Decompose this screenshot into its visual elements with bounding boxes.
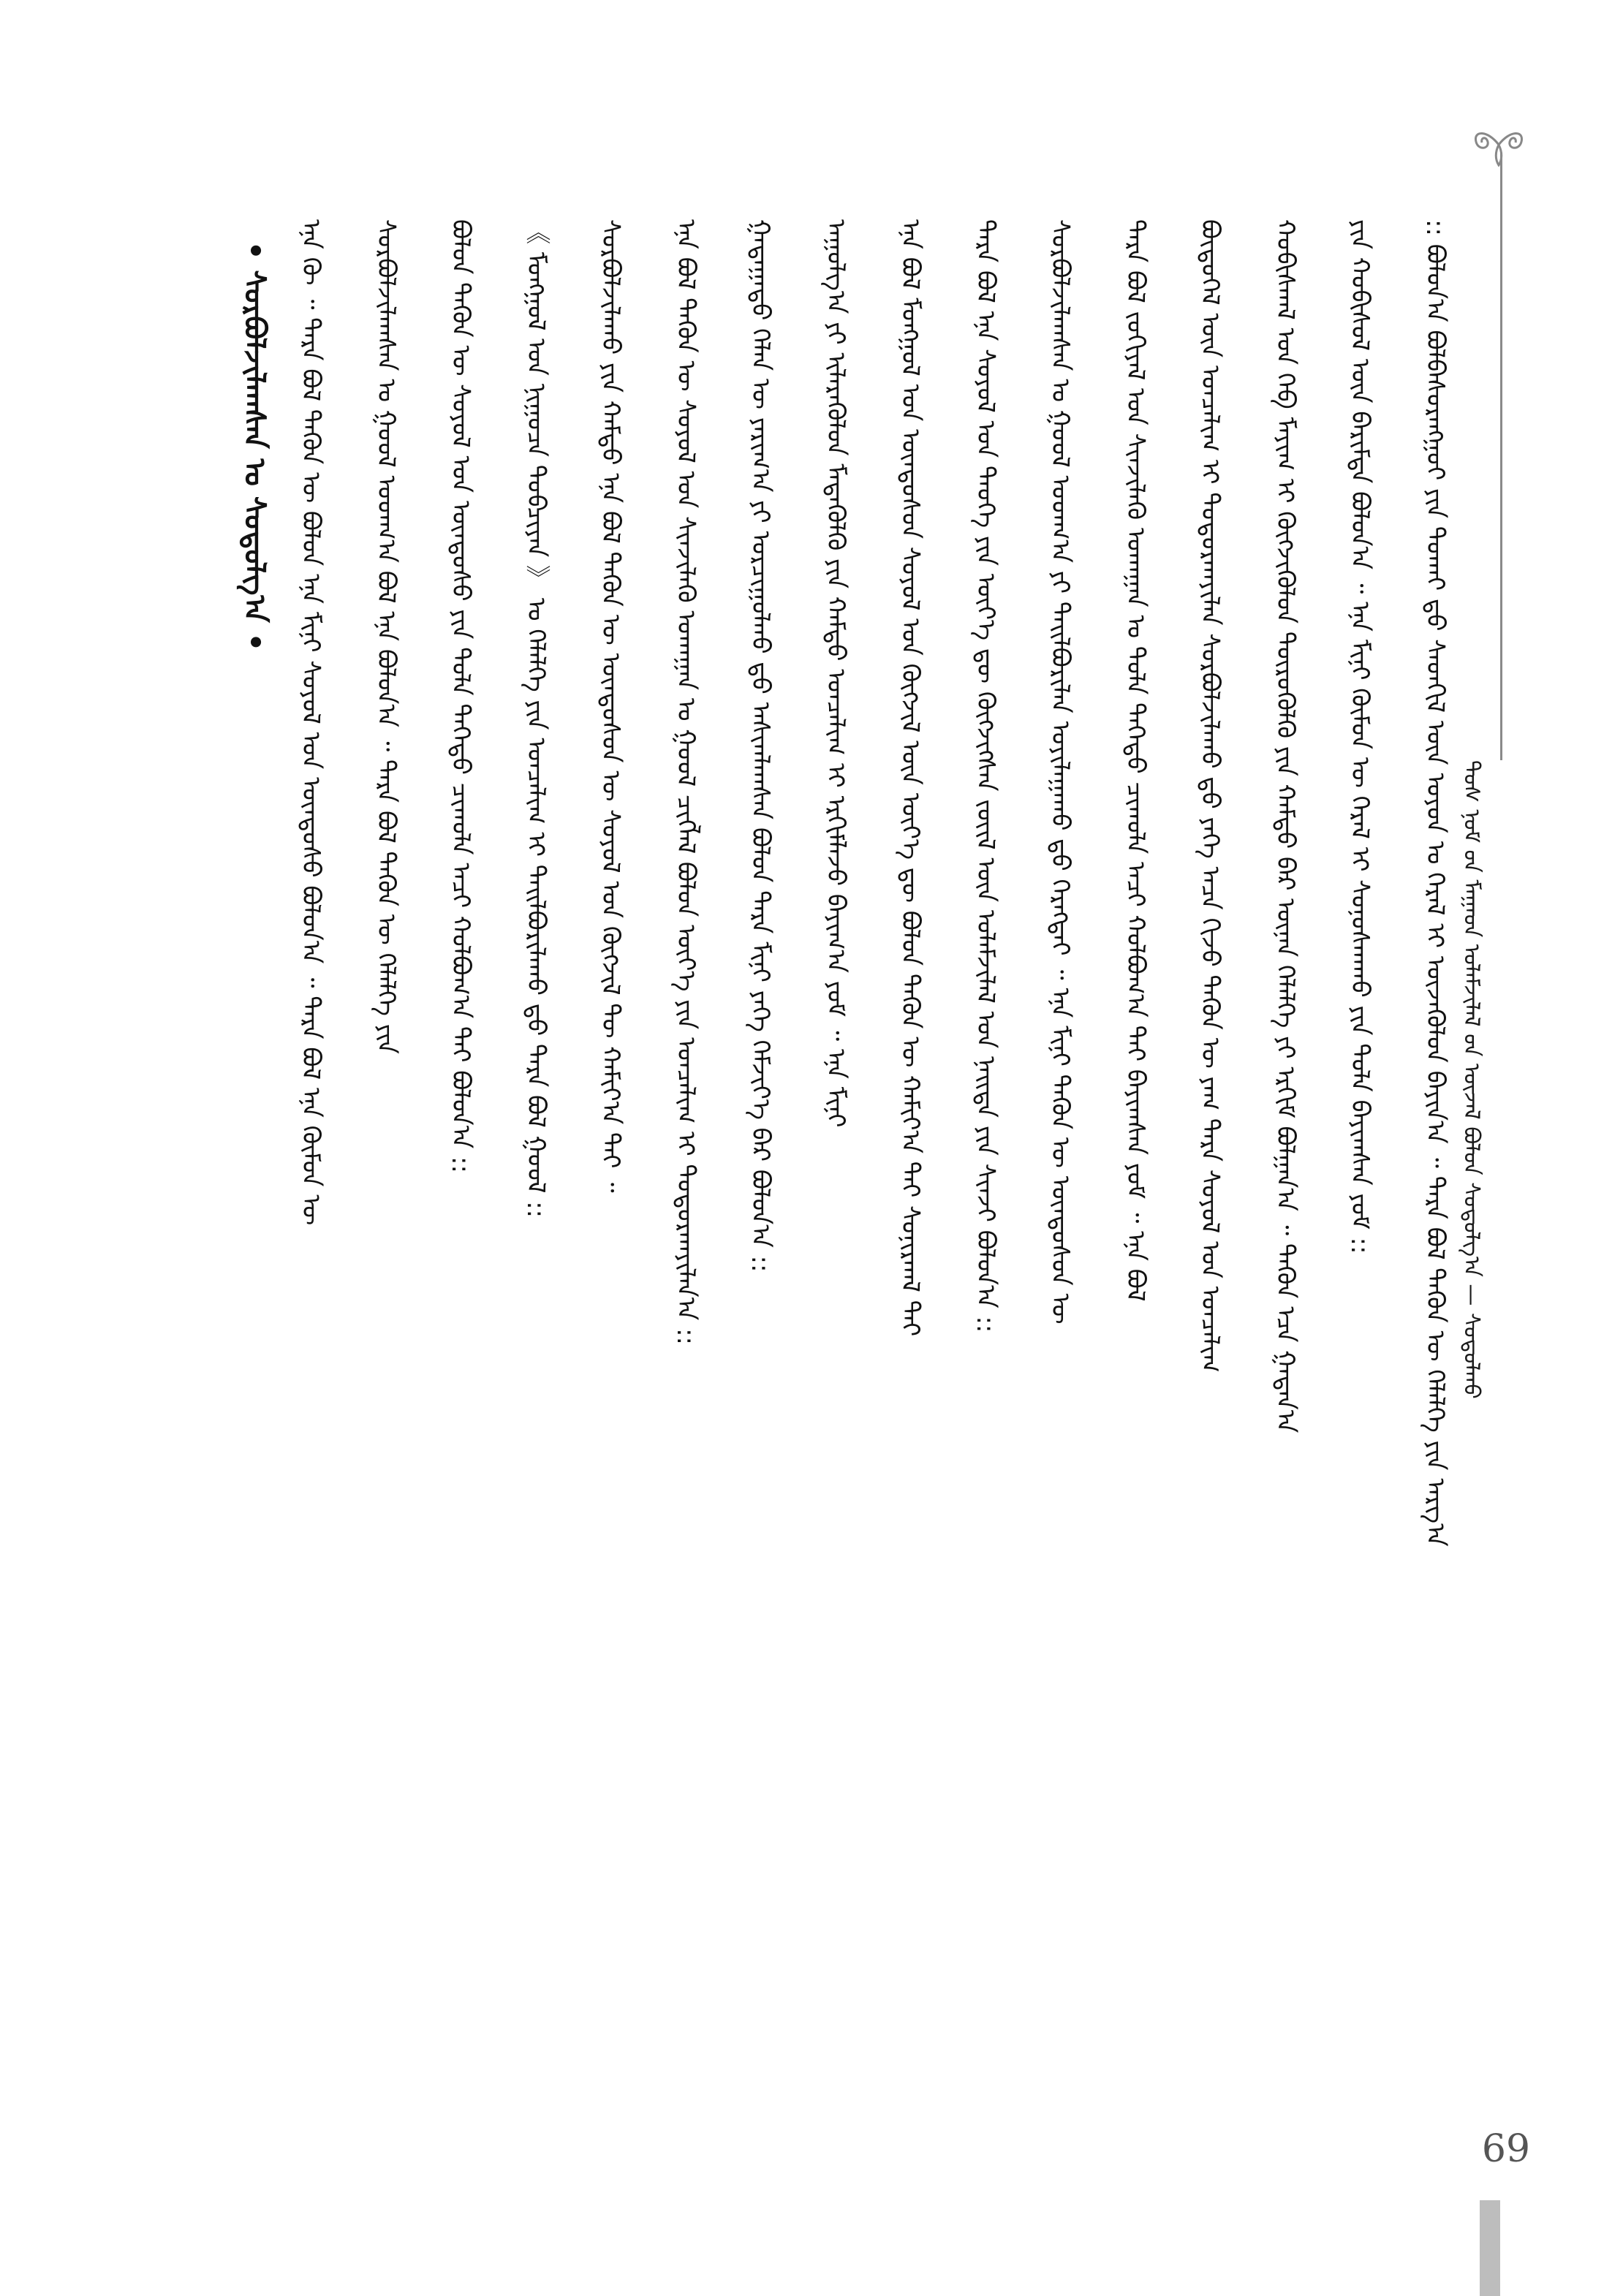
text-column: :: ᠪᠣᠯᠤᠨ᠎ᠠ ᠪᠣᠯᠪᠠᠰᠤᠷᠠᠩᠭᠤᠢ ᠶᠢᠨ ᠲᠤᠬᠠᠢ ᠳ᠋ᠤ ᠰᠡᠳᠬᠢᠯ ᠦᠨ ᠣᠶᠤᠨ ᠤ ᠭᠡᠷᠡᠯ ᠢ ᠦᠵᠡᠭᠦᠯᠦᠨ ᠪᠠᠶᠢᠨ᠎ᠠ ᠃ ᠲᠡᠷᠡ ᠪᠣᠯ ᠲᠡᠭᠦᠨ ᠦ ᠬᠡᠯᠡᠯᠭᠡ ᠶᠢᠨ ᠠᠷᠭ᠎ᠠ	[1420, 219, 1450, 1547]
running-header: ᠲᠤᠰ ᠨᠤᠮ ᠤ᠋ᠨ ᠮᠠᠭᠠᠳ ᠤᠯᠠᠮᠵᠢᠯᠠᠯ ᠤ᠋ᠨ ᠦᠵᠡᠯ ᠪᠤᠯᠤᠨ ᠰᠤᠳᠤᠯᠭ᠎ᠠ — ᠰᠤᠳᠤᠯᠬᠤ	[1459, 760, 1484, 1399]
text-column: ᠰᠤᠷᠪᠤᠯᠵᠢᠯᠠᠬᠤ ᠶᠢᠨ ᠬᠠᠮᠲᠤ ᠡᠨᠡ ᠪᠣᠯ ᠲᠡᠭᠦᠨ ᠦ ᠦᠨᠳᠦᠰᠦᠨ ᠦ ᠰᠣᠶᠣᠯ ᠤᠨ ᠬᠥᠭᠵᠢᠯ ᠲᠦ ᠬᠠᠮᠢᠶ᠎ᠠ ᠲᠠᠢ ᠃	[596, 219, 625, 1193]
text-column: ᠪᠣᠯᠤᠨ ᠲᠡᠭᠦᠨ ᠦ ᠰᠣᠶᠣᠯ ᠤᠨ ᠦᠨᠳᠦᠰᠦ ᠶᠢᠨ ᠲᠤᠯᠠ ᠳᠡᠭᠡᠳᠦ ᠴᠢᠬᠤᠯᠠ ᠠᠴᠢ ᠬᠣᠯᠪᠣᠭ᠎ᠠ ᠲᠠᠢ ᠪᠣᠯᠤᠨ᠎ᠠ ::	[446, 219, 475, 1173]
text-column: ᠡᠨᠡ ᠬᠦ ᠃ ᠲᠡᠷᠡ ᠪᠣᠯ ᠲᠡᠭᠦᠨ ᠦ ᠪᠣᠯᠤᠨ ᠡᠨᠡ ᠮᠢᠨᠢ ᠰᠣᠶᠣᠯ ᠤᠨ ᠦᠨᠳᠦᠰᠦ ᠪᠣᠯᠤᠨ᠎ᠠ ᠃ ᠲᠡᠷᠡ ᠪᠣᠯ ᠡᠨᠡ ᠬᠦᠮᠦᠨ ᠦ	[296, 219, 325, 1226]
text-column: ᠲᠡᠷᠡ ᠪᠣᠯ ᠵᠣᠬᠢᠶᠠᠯ ᠤᠨ ᠰᠢᠨᠵᠢᠯᠡᠬᠦ ᠤᠬᠠᠭᠠᠨ ᠤ ᠲᠤᠯᠠ ᠳᠡᠭᠡᠳᠦ ᠴᠢᠬᠤᠯᠠ ᠠᠴᠢ ᠬᠣᠯᠪᠣᠭ᠎ᠠ ᠲᠠᠢ ᠪᠠᠶᠢᠭᠰᠠᠨ ᠶᠤᠮ ᠃ ᠡᠨᠡ ᠪᠣᠯ	[1121, 219, 1150, 1302]
text-column: ᠭᠠᠳᠠᠭᠠᠳᠤ ᠬᠡᠯᠡᠨ ᠦ ᠶᠠᠷᠢᠭ᠎ᠠ ᠶᠢ ᠣᠷᠴᠢᠭᠤᠯᠬᠤ ᠳ᠋ᠤ ᠠᠰᠢᠭᠯᠠᠭᠰᠠᠨ ᠪᠣᠯᠤᠨ ᠲᠡᠷᠡ ᠮᠢᠨᠢ ᠶᠡᠬᠡ ᠬᠡᠮᠵᠢᠶ᠎ᠡ ᠪᠠᠷ ᠪᠣᠯᠤᠨ᠎ᠠ ::	[746, 219, 775, 1273]
body-text	[241, 219, 1450, 2120]
text-column: ᠲᠡᠷᠡ ᠪᠣᠯ ᠡᠨᠡ ᠰᠣᠶᠣᠯ ᠤᠨ ᠲᠡᠦᠬᠡ ᠶᠢᠨ ᠦᠶ᠎ᠡ ᠳᠦ ᠬᠥᠭᠵᠢᠭᠰᠡᠨ ᠵᠦᠢᠯ ᠦᠨ ᠤᠯᠠᠮᠵᠢᠯᠠᠯ ᠤᠨ ᠨᠡᠢᠲᠡ ᠶᠢᠨ ᠰᠢᠨᠵᠢ ᠪᠣᠯᠤᠨ᠎ᠠ ::	[971, 219, 1000, 1333]
page-edge-tab	[1480, 2200, 1500, 2296]
text-column: ᠡᠨᠡ ᠪᠣᠯ ᠮᠣᠩᠭᠣᠯ ᠤᠨ ᠦᠨᠳᠦᠰᠦᠨ ᠰᠣᠶᠣᠯ ᠤᠨ ᠬᠥᠭᠵᠢᠯ ᠦᠨ ᠦᠶ᠎ᠡ ᠳᠦ ᠪᠣᠯᠤᠨ ᠲᠡᠭᠦᠨ ᠦ ᠬᠠᠮᠢᠶ᠎ᠠ ᠲᠠᠢ ᠰᠣᠨᠢᠷᠬᠠᠯ ᠲᠠᠢ	[896, 219, 925, 1337]
section-heading: • ᠰᠤᠷᠪᠤᠯᠵᠢᠯᠠᠭᠰᠠᠨ ᠤ ᠰᠤᠳᠤᠯᠭ᠎ᠠ •	[238, 241, 271, 652]
text-column: ᠰᠤᠷᠪᠤᠯᠵᠢᠯᠠᠭᠰᠠᠨ ᠤ ᠭᠣᠣᠯ ᠤᠳᠬ᠎ᠠ ᠶᠢ ᠲᠠᠢᠯᠪᠤᠷᠢᠯᠠᠨ ᠣᠶᠢᠯᠠᠭᠠᠬᠤ ᠳ᠋ᠤ ᠬᠡᠷᠡᠭᠲᠡᠶ ᠃ ᠡᠨᠡ ᠮᠢᠨᠢ ᠲᠡᠭᠦᠨ ᠦ ᠦᠨᠳᠦᠰᠦᠨ ᠦ	[1045, 219, 1075, 1325]
page-number: 69	[1481, 2127, 1531, 2171]
text-column: ᠶᠢᠨ ᠬᠤᠪᠢᠰᠤᠯ ᠦᠨ ᠪᠠᠷᠢᠮᠲᠠ ᠪᠣᠯᠤᠨ᠎ᠠ ᠃ ᠡᠨᠡ ᠮᠢᠨᠢ ᠬᠦᠮᠦᠨ ᠦ ᠭᠡᠷᠡᠯ ᠢ ᠰᠣᠨᠣᠰᠬᠠᠬᠤ ᠶᠢᠨ ᠲᠤᠯᠠ ᠪᠠᠶᠢᠭᠰᠠᠨ ᠶᠤᠮ ::	[1345, 219, 1374, 1254]
text-column: ᠪᠦᠲᠦᠭᠡᠯ ᠦᠨ ᠣᠨᠴᠠᠯᠢᠭ ᠢ ᠲᠣᠳᠣᠷᠬᠠᠶᠢᠯᠠᠨ ᠰᠤᠷᠪᠤᠯᠵᠢᠯᠠᠬᠤ ᠳ᠋ᠤ ᠶᠡᠬᠡ ᠠᠴᠠ ᠬᠢᠵᠦ ᠲᠡᠭᠦᠨ ᠦ ᠶᠠᠭ ᠲᠡᠷᠡ ᠰᠣᠶᠣᠯ ᠤᠨ ᠣᠨᠴᠠᠯᠢᠭ	[1195, 219, 1225, 1373]
text-column: ᠠᠭᠤᠯᠭ᠎ᠠ ᠶᠢ ᠢᠯᠡᠷᠡᠭᠦᠯᠦᠨ ᠮᠡᠳᠡᠭᠦᠯᠬᠦ ᠶᠢᠨ ᠬᠠᠮᠲᠤ ᠣᠨᠴᠠᠯᠢᠭ ᠢ ᠡᠷᠬᠢᠮᠯᠡᠵᠦ ᠪᠠᠶᠢᠭ᠎ᠠ ᠶᠤᠮ ᠃ ᠡᠨᠡ ᠮᠢᠨᠢ	[821, 219, 850, 1128]
text-column: ᠡᠨᠡ ᠪᠣᠯ ᠲᠡᠭᠦᠨ ᠦ ᠰᠣᠶᠣᠯ ᠤᠨ ᠰᠢᠨᠵᠢᠯᠡᠬᠦ ᠤᠬᠠᠭᠠᠨ ᠤ ᠭᠣᠣᠯ ᠴᠢᠭᠯᠡᠯ ᠪᠣᠯᠤᠨ ᠦᠶ᠎ᠡ ᠶᠢᠨ ᠣᠨᠴᠠᠯᠢᠭ ᠢ ᠲᠣᠳᠣᠷᠬᠠᠶᠢᠯᠠᠨ᠎ᠠ ::	[671, 219, 700, 1346]
text-column: ᠬᠣᠪᠢᠰᠬᠠᠯ ᠤᠨ ᠬᠡᠪ ᠮᠠᠶᠢᠭ ᠢ ᠬᠥᠭᠵᠢᠭᠦᠯᠦᠨ ᠲᠦᠷᠦᠭᠦᠯᠬᠦ ᠶᠢᠨ ᠬᠠᠮᠲᠤ ᠪᠡᠷ ᠦᠨᠡᠨ ᠬᠡᠯᠡᠯᠭᠡ ᠶᠢ ᠡᠷᠬᠢᠮ ᠪᠣᠯᠭᠠᠨ᠎ᠠ ᠃ ᠲᠡᠭᠦᠨ ᠡᠴᠡ ᠭᠠᠳᠠᠨ᠎ᠠ	[1271, 219, 1300, 1433]
text-column: ᠰᠤᠷᠪᠤᠯᠵᠢᠯᠠᠭᠰᠠᠨ ᠤ ᠭᠣᠣᠯ ᠤᠳᠬ᠎ᠠ ᠪᠣᠯ ᠡᠨᠡ ᠪᠣᠯᠤᠨ᠎ᠠ ᠃ ᠲᠡᠷᠡ ᠪᠣᠯ ᠲᠡᠭᠦᠨ ᠦ ᠬᠡᠯᠡᠯᠭᠡ ᠶᠢᠨ	[371, 219, 401, 1054]
text-column: 《 ᠮᠣᠩᠭᠣᠯ ᠤᠨ ᠨᠢᠭᠤᠴᠠ ᠲᠣᠪᠴᠢᠶᠠᠨ 》 ᠤ ᠬᠡᠯᠡᠯᠭᠡ ᠶᠢᠨ ᠣᠨᠴᠠᠯᠢᠭ ᠢ ᠲᠠᠢᠯᠪᠤᠷᠢᠯᠠᠬᠤ ᠳ᠋ᠤ ᠲᠡᠷᠡ ᠪᠣᠯ ᠭᠣᠣᠯ ::	[521, 219, 551, 1219]
ornament-icon	[1466, 123, 1532, 167]
header-rule	[1500, 154, 1502, 760]
